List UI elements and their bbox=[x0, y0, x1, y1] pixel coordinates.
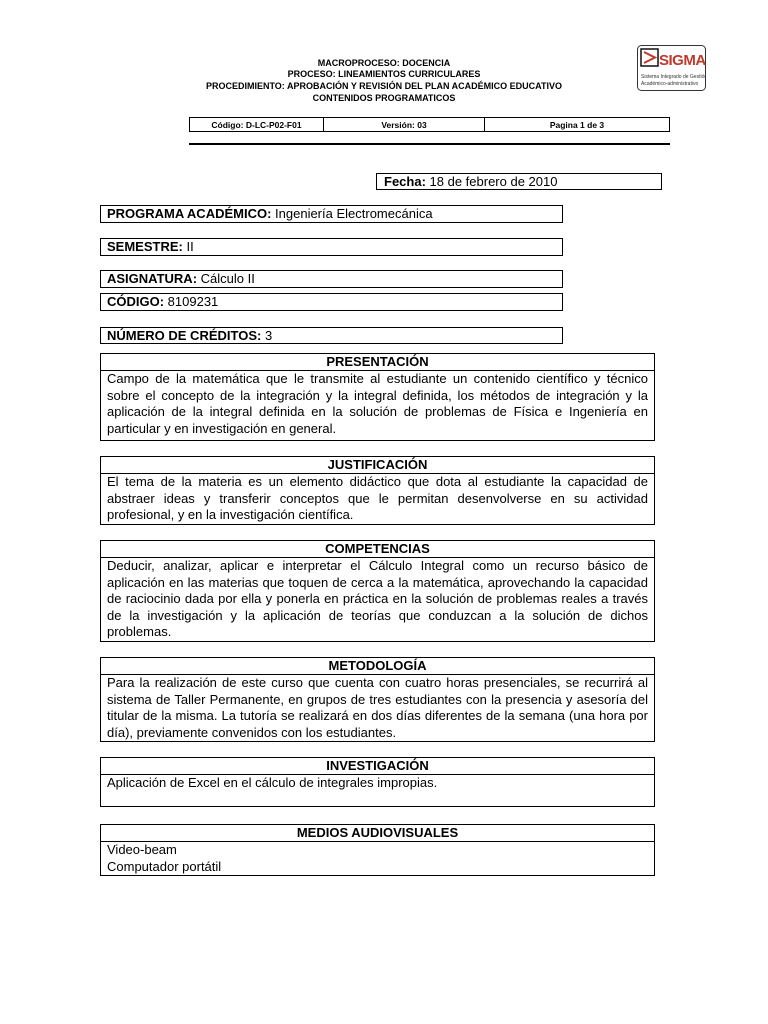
programa-value: Ingeniería Electromecánica bbox=[271, 206, 433, 221]
asignatura-box bbox=[100, 270, 563, 288]
investigacion-text: Aplicación de Excel en el cálculo de integrales impropias. bbox=[107, 775, 438, 790]
section-justificacion bbox=[100, 456, 655, 525]
header-rule bbox=[189, 143, 670, 145]
section-presentacion bbox=[100, 353, 655, 441]
semestre-value: II bbox=[182, 239, 194, 254]
medios-item: Computador portátil bbox=[107, 858, 222, 874]
programa-label: PROGRAMA ACADÉMICO: bbox=[107, 206, 272, 221]
meta-pagina: Pagina 1 de 3 bbox=[485, 118, 670, 132]
fecha-value: 18 de febrero de 2010 bbox=[425, 174, 558, 189]
justificacion-text: El tema de la materia es un elemento didáctico que dota al estudiante la capacidad de abstraer ideas y transferir conceptos que le permitan desenvolverse en su actividad profesional, y en la investigación científica. bbox=[107, 474, 648, 523]
fecha-label: Fecha: bbox=[384, 174, 426, 189]
meta-version: Versión: 03 bbox=[324, 118, 485, 132]
fecha-box bbox=[376, 173, 662, 190]
metodologia-text: Para la realización de este curso que cuenta con cuatro horas presenciales, se recurrirá al sistema de Taller Permanente, en grupos de tres estudiantes con la presencia y asesoría del titular de la misma. La tutoría se realizará en dos días diferentes de la semana (una hora por día), previamente convenidos con los estudiantes. bbox=[107, 675, 648, 740]
presentacion-title: PRESENTACIÓN bbox=[101, 354, 654, 371]
justificacion-title: JUSTIFICACIÓN bbox=[101, 457, 654, 474]
section-metodologia bbox=[100, 657, 655, 742]
medios-list bbox=[101, 842, 654, 875]
header-procedimiento: PROCEDIMIENTO: APROBACIÓN Y REVISIÓN DEL PLAN ACADÉMICO EDUCATIVO bbox=[205, 81, 563, 91]
logo-sub1: Sistema Integrado de Gestión bbox=[641, 74, 706, 80]
section-investigacion bbox=[100, 757, 655, 807]
logo-brand: SIGMA bbox=[659, 52, 706, 69]
header-macroproceso: MACROPROCESO: DOCENCIA bbox=[317, 58, 451, 68]
competencias-title: COMPETENCIAS bbox=[101, 541, 654, 558]
codigo-label: CÓDIGO: bbox=[107, 294, 165, 309]
semestre-label: SEMESTRE: bbox=[107, 239, 183, 254]
medios-title: MEDIOS AUDIOVISUALES bbox=[101, 825, 654, 842]
competencias-text: Deducir, analizar, aplicar e interpretar el Cálculo Integral como un recurso básico de aplicación en las materias que toquen de cerca a la matemática, aprovechando la capacidad de raciocinio dada por ella y ponerla en práctica en la solución de problemas reales a través de la investigación y la aplicación de teorías que conduzcan a la solución de dichos problemas. bbox=[107, 558, 648, 640]
semestre-box bbox=[100, 238, 563, 256]
metodologia-title: METODOLOGÍA bbox=[101, 658, 654, 675]
section-medios bbox=[100, 824, 655, 876]
programa-box bbox=[100, 205, 563, 223]
presentacion-text: Campo de la matemática que le transmite al estudiante un contenido científico y técnico sobre el concepto de la integración y la integral definida, los métodos de integración y la aplicación de la integral definida en la solución de problemas de Física e Ingeniería en particular y en investigación en general. bbox=[107, 371, 648, 436]
creditos-label: NÚMERO DE CRÉDITOS: bbox=[107, 328, 262, 343]
header-contenidos: CONTENIDOS PROGRAMATICOS bbox=[312, 93, 456, 103]
document-meta-table bbox=[189, 117, 670, 132]
asignatura-value: Cálculo II bbox=[197, 271, 255, 286]
codigo-box bbox=[100, 293, 563, 311]
sigma-logo bbox=[637, 45, 706, 91]
logo-sub2: Académico-administrativo bbox=[641, 81, 699, 87]
section-competencias bbox=[100, 540, 655, 642]
header-proceso: PROCESO: LINEAMIENTOS CURRICULARES bbox=[287, 69, 481, 79]
creditos-value: 3 bbox=[261, 328, 273, 343]
codigo-value: 8109231 bbox=[164, 294, 219, 309]
creditos-box bbox=[100, 327, 563, 344]
meta-codigo: Código: D-LC-P02-F01 bbox=[190, 118, 324, 132]
investigacion-title: INVESTIGACIÓN bbox=[101, 758, 654, 775]
sigma-logo-icon bbox=[637, 45, 706, 91]
medios-item: Video-beam bbox=[107, 842, 177, 857]
asignatura-label: ASIGNATURA: bbox=[107, 271, 198, 286]
